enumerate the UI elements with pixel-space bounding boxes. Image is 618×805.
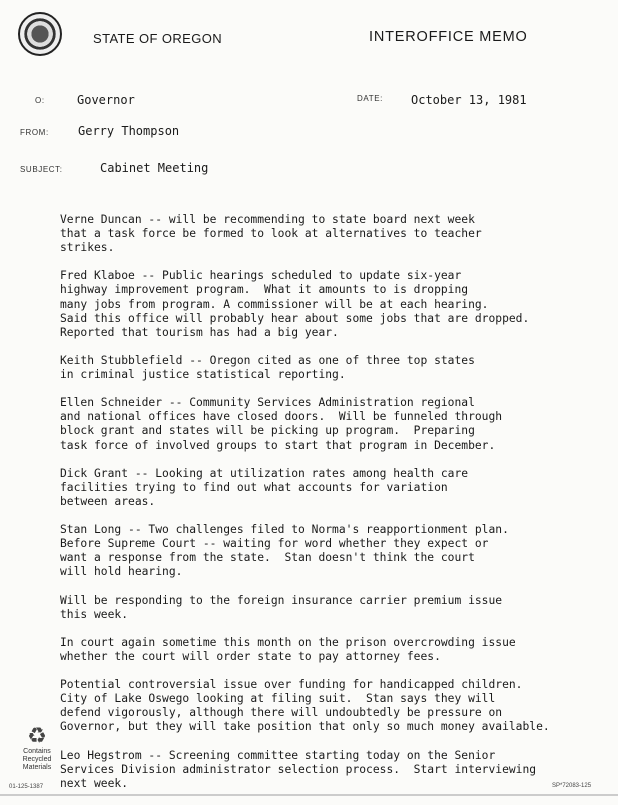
memo-line: Keith Stubblefield -- Oregon cited as one of three top states bbox=[60, 353, 475, 367]
memo-line: Fred Klaboe -- Public hearings scheduled to update six-year bbox=[60, 269, 462, 283]
memo-paragraph bbox=[60, 269, 616, 339]
memo-line: Will be responding to the foreign insurance carrier premium issue bbox=[60, 593, 503, 607]
memo-line: Governor, but they will take position that only so much money available. bbox=[60, 720, 550, 734]
memo-body bbox=[60, 213, 616, 805]
memo-line: will hold hearing. bbox=[60, 565, 183, 579]
memo-line: Leo Hegstrom -- Screening committee starting today on the Senior bbox=[60, 748, 496, 762]
memo-line: Dick Grant -- Looking at utilization rates among health care bbox=[60, 466, 469, 480]
date-label: DATE: bbox=[357, 94, 383, 103]
org-name: STATE OF OREGON bbox=[93, 31, 223, 46]
form-number-left: 01-125-1387 bbox=[9, 784, 44, 790]
recycled-line-2: Recycled bbox=[22, 756, 52, 763]
subject-label: SUBJECT: bbox=[20, 165, 63, 174]
memo-line: strikes. bbox=[60, 241, 115, 255]
date-value: October 13, 1981 bbox=[411, 93, 527, 107]
from-value: Gerry Thompson bbox=[78, 124, 180, 138]
memo-line: In court again sometime this month on the prison overcrowding issue bbox=[60, 635, 516, 649]
memo-line: many jobs from program. A commissioner will be at each hearing. bbox=[60, 297, 489, 311]
memo-line: want a response from the state. Stan doesn't think the court bbox=[60, 551, 475, 565]
recycled-line-3: Materials bbox=[22, 764, 52, 771]
memo-line: highway improvement program. What it amounts to is dropping bbox=[60, 283, 469, 297]
memo-line: Stan Long -- Two challenges filed to Norma's reapportionment plan. bbox=[60, 523, 509, 537]
to-label: O: bbox=[35, 96, 45, 105]
memo-line: this week. bbox=[60, 607, 129, 621]
memo-line: task force of involved groups to start that program in December. bbox=[60, 438, 496, 452]
memo-paragraph bbox=[60, 678, 616, 734]
memo-paragraph bbox=[60, 636, 616, 664]
form-number-right: SP*72083-125 bbox=[552, 783, 592, 789]
memo-line: and national offices have closed doors. Will be funneled through bbox=[60, 410, 503, 424]
from-label: FROM: bbox=[20, 128, 49, 137]
document-type: INTEROFFICE MEMO bbox=[369, 29, 528, 45]
state-seal-icon bbox=[18, 12, 62, 56]
memo-line: Ellen Schneider -- Community Services Administration regional bbox=[60, 396, 475, 410]
recycled-materials-note bbox=[15, 724, 59, 772]
memo-line: in criminal justice statistical reporting. bbox=[60, 368, 346, 382]
to-value: Governor bbox=[77, 93, 135, 107]
memo-line: Reported that tourism has had a big year. bbox=[60, 325, 339, 339]
memo-line: that a task force be formed to look at alternatives to teacher bbox=[60, 227, 482, 241]
memo-line: Before Supreme Court -- waiting for word whether they expect or bbox=[60, 537, 489, 551]
memo-paragraph bbox=[60, 354, 616, 382]
recycled-line-1: Contains bbox=[23, 748, 51, 755]
memo-line: City of Lake Oswego looking at filing suit. Stan says they will bbox=[60, 692, 496, 706]
memo-paragraph bbox=[60, 749, 616, 791]
recycle-icon: ♻ bbox=[27, 723, 47, 748]
memo-paragraph bbox=[60, 523, 616, 579]
memo-line: Verne Duncan -- will be recommending to state board next week bbox=[60, 213, 475, 226]
memo-paragraph bbox=[60, 594, 616, 622]
memo-line: Services Division administrator selection process. Start interviewing bbox=[60, 762, 537, 776]
memo-line: facilities trying to find out what accounts for variation bbox=[60, 480, 448, 494]
memo-paragraph bbox=[60, 467, 616, 509]
memo-line: defend vigorously, although there will undoubtedly be pressure on bbox=[60, 706, 503, 720]
memo-line: between areas. bbox=[60, 494, 156, 508]
memo-line: next week. bbox=[60, 776, 129, 790]
bottom-edge-rule bbox=[0, 794, 618, 796]
memo-paragraph bbox=[60, 396, 616, 452]
memo-line: Potential controversial issue over funding for handicapped children. bbox=[60, 678, 523, 692]
memo-paragraph bbox=[60, 213, 616, 255]
memo-line: block grant and states will be picking up program. Preparing bbox=[60, 424, 475, 438]
memo-line: Said this office will probably hear about some jobs that are dropped. bbox=[60, 311, 530, 325]
memo-line: whether the court will order state to pay attorney fees. bbox=[60, 649, 441, 663]
subject-value: Cabinet Meeting bbox=[100, 161, 209, 175]
